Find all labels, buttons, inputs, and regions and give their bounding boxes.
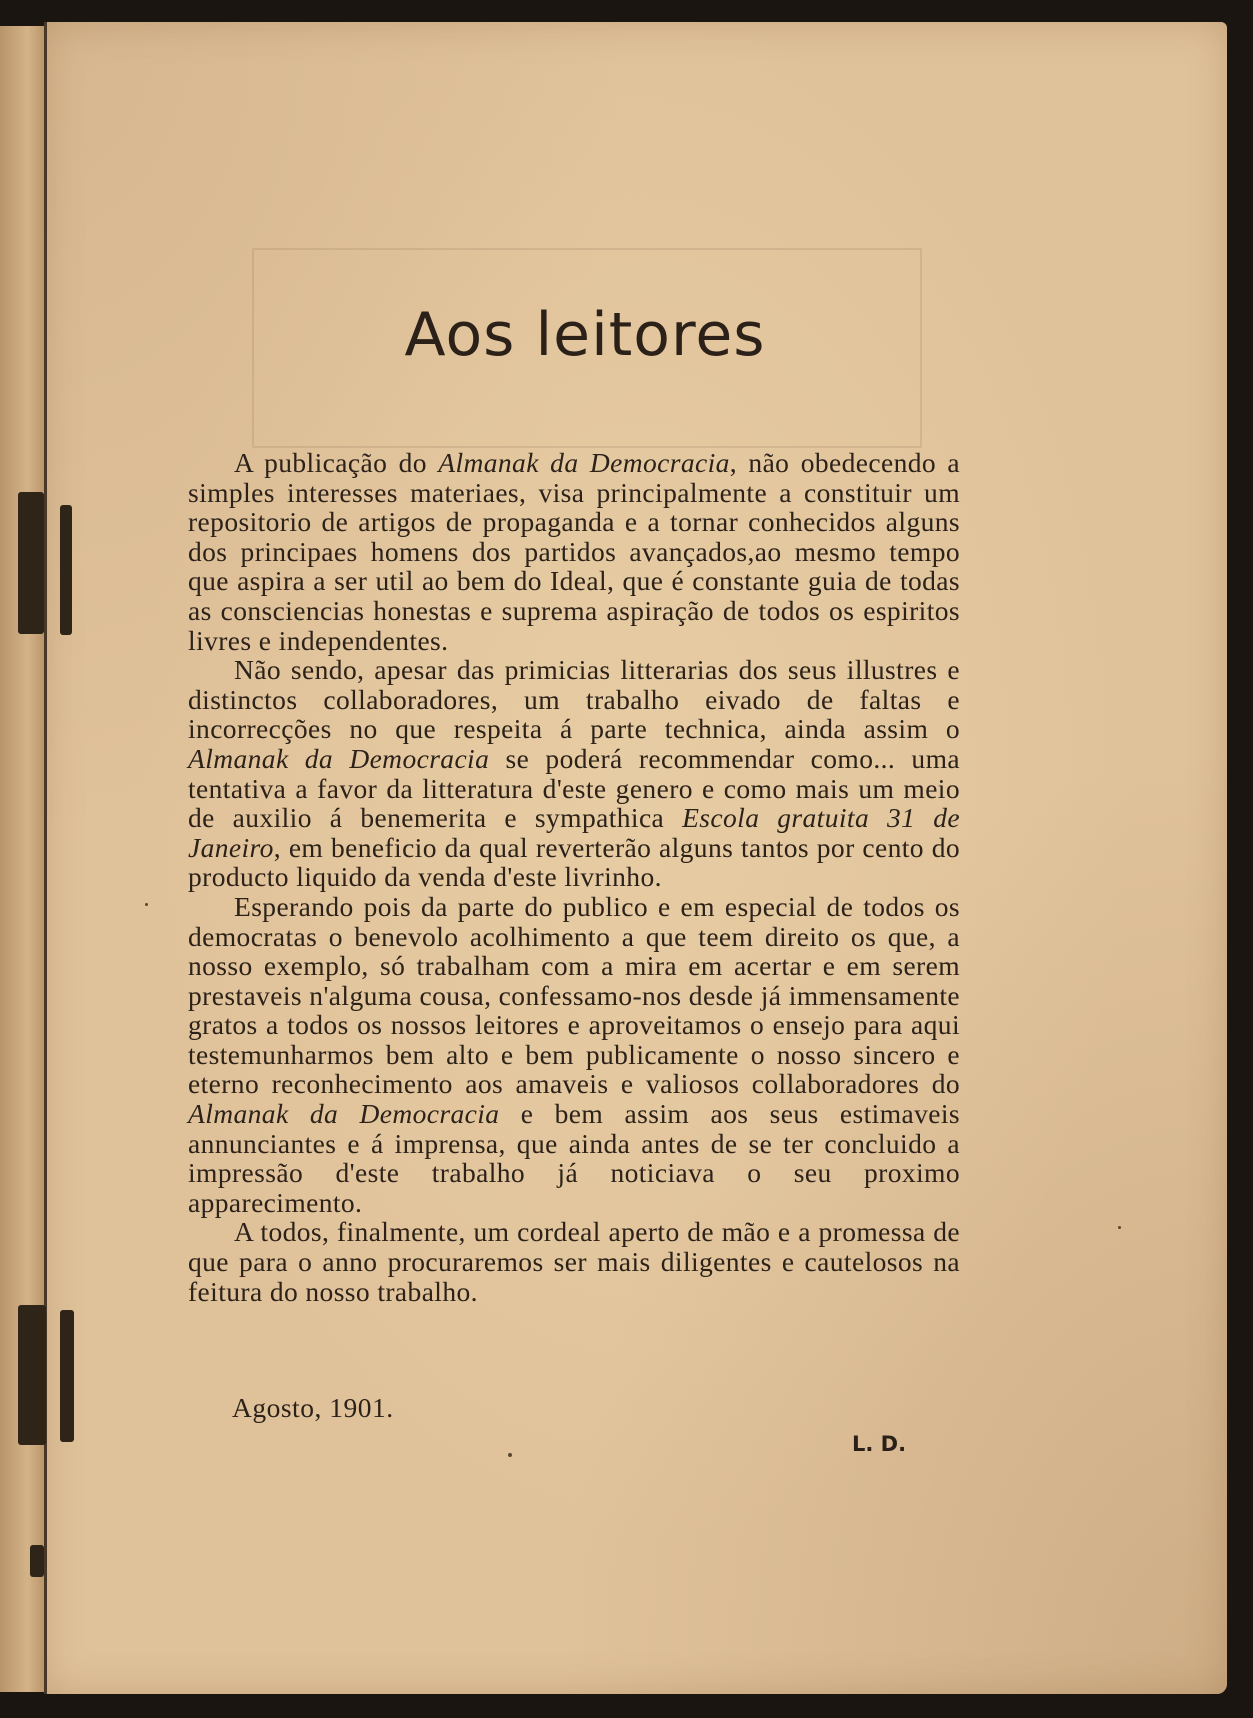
ink-speck: [145, 903, 148, 906]
ink-speck: [1118, 1226, 1121, 1229]
paragraph-3-text: Esperando pois da parte do publico e em especial de todos os democratas o benevolo acolhimento a que teem direito os que, a nosso exemplo, só trabalham com a mira em acertar e em serem prestaveis n'alguma cousa, confessamo-nos desde já immensamente gratos a todos os nossos leitores e aproveitamos o ensejo para aqui testemunharmos bem alto e bem publicamente o nosso sincero e eterno reconhecimento aos amaveis e valiosos collaboradores do: [188, 890, 960, 1100]
page-title: Aos leitores: [404, 300, 766, 370]
paragraph-1-text-cont: , não obedecendo a simples interesses materiaes, visa principalmente a constituir um repositorio de artigos de propaganda e a tornar conhecidos alguns dos principaes homens dos partidos avançados,ao mesmo tempo que aspira a ser util ao bem do Ideal, que é constante guia de todas as consciencias honestas e suprema aspiração de todos os espiritos livres e independentes.: [188, 447, 960, 656]
almanak-title-ref: Almanak da Democracia: [188, 1098, 500, 1130]
binding-damage-bottom: [18, 1305, 46, 1445]
binding-damage-low: [30, 1545, 44, 1577]
paragraph-2: [188, 655, 960, 892]
paragraph-3: [188, 892, 960, 1218]
school-name-ref: Escola gratuita 31 de Janeiro: [188, 802, 960, 863]
ink-speck: [508, 1453, 512, 1457]
almanak-title-ref: Almanak da Democracia: [438, 447, 730, 478]
paragraph-2-text-cont: se poderá recommendar como... uma tentativa a favor da litteratura d'este genero e como mais um meio de auxilio á benemerita e sympathica: [188, 742, 960, 834]
almanak-title-ref: Almanak da Democracia: [188, 742, 490, 774]
paragraph-2-text-end: , em beneficio da qual reverterão alguns tantos por cento do producto liquido da venda d'este livrinho.: [188, 831, 960, 893]
body-text: [188, 448, 960, 1306]
paragraph-1-text: A publicação do: [234, 447, 439, 478]
paragraph-4-text: A todos, finalmente, um cordeal aperto de mão e a promessa de que para o anno procuraremos ser mais diligentes e cautelosos na feitura do nosso trabalho.: [188, 1216, 960, 1307]
binding-damage-bottom-right: [60, 1310, 74, 1442]
paragraph-1: [188, 448, 960, 655]
date-line: Agosto, 1901.: [232, 1392, 394, 1423]
binding-damage-top: [18, 492, 44, 634]
paragraph-4: [188, 1217, 960, 1306]
paragraph-2-text: Não sendo, apesar das primicias litterarias dos seus illustres e distinctos collaboradores, um trabalho eivado de faltas e incorrecções no que respeita á parte technica, ainda assim o: [188, 654, 960, 745]
signature-initials: L. D.: [852, 1432, 907, 1456]
paragraph-3-text-cont: e bem assim aos seus estimaveis annunciantes e á imprensa, que ainda antes de se ter concluido a impressão d'este trabalho já noticiava o seu proximo apparecimento.: [188, 1098, 960, 1218]
binding-damage-top-right: [60, 505, 72, 635]
